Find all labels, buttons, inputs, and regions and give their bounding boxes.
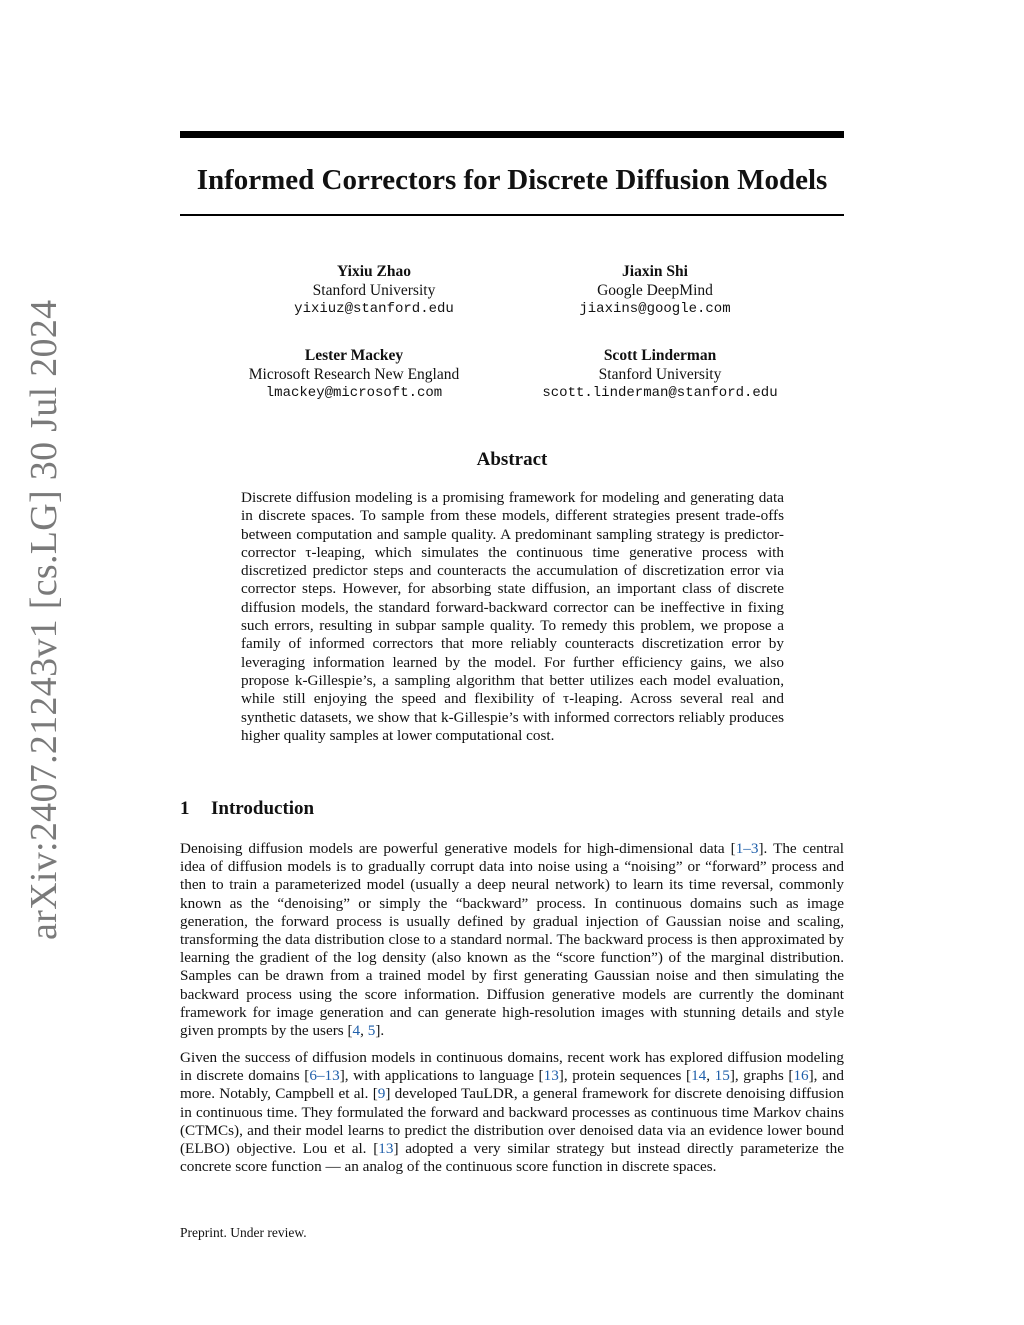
paragraph-text: ] adopted a very similar strategy but instead directly parameterize the concrete score function — an analog of the continuous score function in discrete spaces. (180, 1140, 844, 1176)
author-name: Lester Mackey (304, 347, 404, 364)
paragraph-text: ], protein sequences [ (558, 1067, 692, 1085)
paragraph-text: ], and more. Notably, Campbell et al. [ (180, 1067, 844, 1103)
paragraph-text: , (360, 1022, 368, 1040)
author-email[interactable]: jiaxins@google.com (579, 301, 731, 317)
citation-link[interactable]: 6–13 (309, 1067, 340, 1085)
author-block (520, 262, 790, 319)
author-affiliation: Stanford University (598, 366, 722, 383)
section-number: 1 (180, 798, 190, 819)
paragraph-text: Given the success of diffusion models in continuous domains, recent work has explored diffusion modeling in discrete domains [ (180, 1049, 844, 1085)
citation-link[interactable]: 15 (714, 1067, 730, 1085)
citation-link[interactable]: 1–3 (735, 840, 759, 857)
section-heading (180, 797, 314, 821)
paragraph-text: Denoising diffusion models are powerful generative models for high-dimensional data [ (180, 840, 736, 857)
abstract-heading: Abstract (476, 449, 548, 470)
author-block (520, 346, 800, 403)
paragraph-text: ], with applications to language [ (339, 1067, 544, 1085)
author-affiliation: Google DeepMind (597, 282, 713, 299)
citation-link[interactable]: 14 (691, 1067, 707, 1085)
paragraph-text: ]. The central idea of diffusion models is to gradually corrupt data into noise using a “noising” or “forward” process and then to train a parameterized model (usually a deep neural network) to learn its time reversal, commonly known as the “denoising” or simply the “backward” process. In continuous domains such as image generation, the forward process is usually defined by gradual injection of Gaussian noise and scaling, transforming the data distribution close to a standard normal. The backward process is then approximated by learning the gradient of the log density (also known as the “score function”) of the marginal distribution. Samples can be drawn from a trained model by first generating Gaussian noise and then simulating the backward process using the score information. Diffusion generative models are currently the dominant framework for image generation and can generate high-resolution images with stunning details and style given prompts by the users [ (180, 840, 844, 1040)
paper-title: Informed Correctors for Discrete Diffusion Models (196, 164, 828, 196)
body-paragraph (180, 840, 844, 1040)
author-block (224, 346, 484, 403)
author-name: Yixiu Zhao (337, 263, 411, 280)
title-top-rule (180, 131, 844, 138)
author-email[interactable]: lmackey@microsoft.com (265, 385, 443, 401)
preprint-footer: Preprint. Under review. (180, 1225, 307, 1240)
paragraph-text: , (706, 1067, 715, 1085)
paragraph-text: ]. (375, 1022, 385, 1040)
body-paragraph (180, 1049, 844, 1176)
paragraph-text: ], graphs [ (729, 1067, 794, 1085)
arxiv-identifier-stamp: arXiv:2407.21243v1 [cs.LG] 30 Jul 2024 (23, 299, 65, 940)
author-name: Scott Linderman (603, 347, 717, 364)
author-affiliation: Stanford University (312, 282, 436, 299)
citation-link[interactable]: 9 (377, 1085, 386, 1103)
author-email[interactable]: scott.linderman@stanford.edu (542, 385, 778, 401)
citation-link[interactable]: 13 (378, 1140, 394, 1158)
title-bottom-rule (180, 214, 844, 216)
abstract-text: Discrete diffusion modeling is a promising framework for modeling and generating data in discrete spaces. To sample from these models, different strategies present trade-offs between computation and sample quality. A predominant sampling strategy is predictor-corrector τ-leaping, which simulates the continuous time generative process with discretized predictor steps and counteracts the accumulation of discretization error via corrector steps. However, for absorbing state diffusion, an important class of discrete diffusion models, the standard forward-backward corrector can be ineffective in fixing such errors, resulting in subpar sample quality. To remedy this problem, we propose a family of informed correctors that more reliably counteracts discretization error by leveraging information learned by the model. For further efficiency gains, we also propose k-Gillespie’s, a sampling algorithm that better utilizes each model evaluation, while still enjoying the speed and flexibility of τ-leaping. Across several real and synthetic datasets, we show that k-Gillespie’s with informed correctors reliably produces higher quality samples at lower computational cost. (241, 489, 784, 744)
citation-link[interactable]: 5 (367, 1022, 376, 1040)
author-block (254, 262, 494, 319)
section-title: Introduction (211, 798, 315, 819)
citation-link[interactable]: 16 (793, 1067, 809, 1085)
citation-link[interactable]: 4 (352, 1022, 361, 1040)
author-affiliation: Microsoft Research New England (248, 366, 460, 383)
author-email[interactable]: yixiuz@stanford.edu (294, 301, 454, 317)
citation-link[interactable]: 13 (543, 1067, 559, 1085)
paragraph-text: ] developed TauLDR, a general framework for discrete denoising diffusion in continuous time. They formulated the forward and backward processes as continuous time Markov chains (CTMCs), and their model learns to predict the distribution over denoised data via an evidence lower bound (ELBO) objective. Lou et al. [ (180, 1085, 844, 1158)
author-name: Jiaxin Shi (622, 263, 688, 280)
